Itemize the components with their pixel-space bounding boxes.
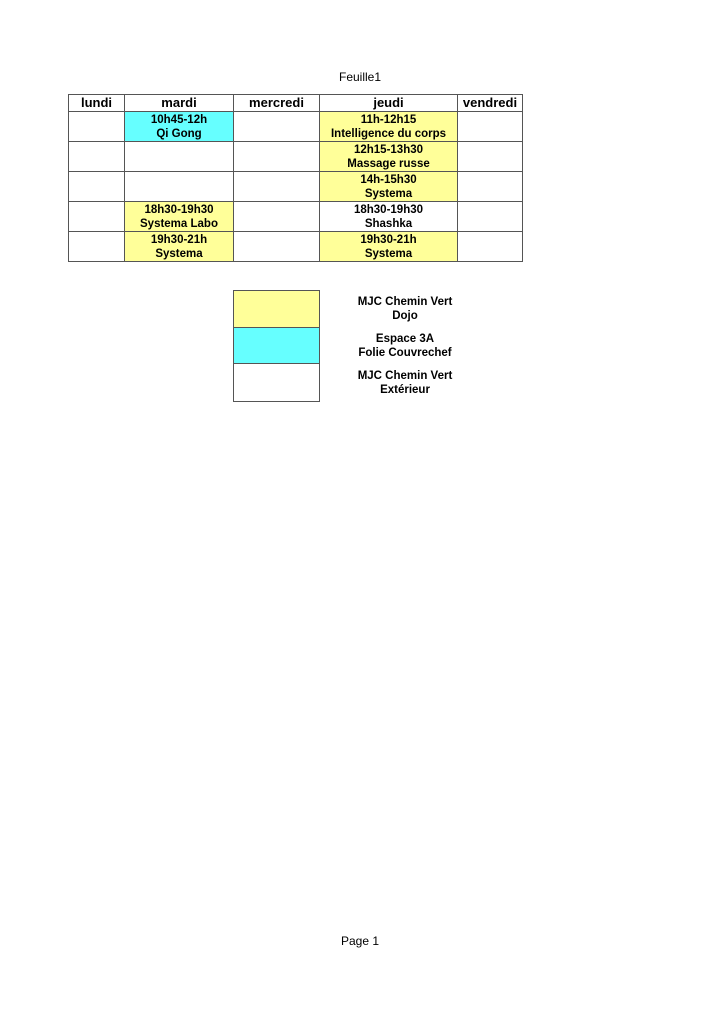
legend-label-line2: Folie Couvrechef xyxy=(358,346,452,359)
schedule-cell xyxy=(234,172,320,202)
legend-item xyxy=(233,364,475,401)
schedule-cell xyxy=(320,142,458,172)
schedule-cell xyxy=(320,232,458,262)
cell-time: 19h30-21h xyxy=(360,233,417,246)
legend-label xyxy=(335,295,475,323)
cell-time: 14h-15h30 xyxy=(360,173,417,186)
cell-time: 18h30-19h30 xyxy=(353,203,424,216)
cell-activity: Intelligence du corps xyxy=(330,127,447,140)
schedule-cell xyxy=(234,112,320,142)
schedule-cell xyxy=(234,202,320,232)
cell-activity: Systema xyxy=(155,247,203,260)
schedule-cell xyxy=(458,172,523,202)
schedule-cell xyxy=(458,232,523,262)
header-jeudi: jeudi xyxy=(320,95,458,112)
header-vendredi: vendredi xyxy=(458,95,523,112)
schedule-table xyxy=(68,94,523,262)
cell-time: 10h45-12h xyxy=(150,113,208,126)
header-lundi: lundi xyxy=(69,95,125,112)
legend-label-line1: MJC Chemin Vert xyxy=(357,295,453,308)
page-number: Page 1 xyxy=(340,934,380,948)
schedule-cell xyxy=(125,172,234,202)
legend-label-line1: MJC Chemin Vert xyxy=(357,369,453,382)
schedule-cell xyxy=(320,112,458,142)
cell-time: 12h15-13h30 xyxy=(353,143,424,156)
header-mardi: mardi xyxy=(125,95,234,112)
table-row xyxy=(69,142,523,172)
legend-label xyxy=(335,369,475,397)
legend-swatch xyxy=(233,290,320,327)
cell-activity: Massage russe xyxy=(347,157,430,170)
legend-label-line1: Espace 3A xyxy=(375,332,435,345)
schedule-cell xyxy=(234,232,320,262)
legend-label-line2: Dojo xyxy=(392,309,418,322)
table-row xyxy=(69,202,523,232)
schedule-cell xyxy=(125,202,234,232)
cell-activity: Shashka xyxy=(364,217,413,230)
schedule-cell xyxy=(320,172,458,202)
cell-activity: Systema xyxy=(364,187,413,200)
cell-activity: Systema Labo xyxy=(140,217,218,230)
cell-time: 11h-12h15 xyxy=(360,113,417,126)
schedule-cell xyxy=(69,232,125,262)
schedule-cell xyxy=(234,142,320,172)
sheet-title: Feuille1 xyxy=(338,70,382,84)
legend-swatch xyxy=(233,327,320,364)
schedule-cell xyxy=(458,112,523,142)
legend-label xyxy=(335,332,475,360)
cell-activity: Systema xyxy=(364,247,413,260)
legend-label-line2: Extérieur xyxy=(380,383,430,396)
schedule-cell xyxy=(69,142,125,172)
table-row xyxy=(69,172,523,202)
schedule-cell xyxy=(69,112,125,142)
table-row xyxy=(69,232,523,262)
cell-time: 18h30-19h30 xyxy=(144,203,214,216)
table-row xyxy=(69,112,523,142)
header-mercredi: mercredi xyxy=(234,95,320,112)
legend-swatch xyxy=(233,363,320,402)
header-row xyxy=(69,95,523,112)
color-legend xyxy=(233,290,475,401)
schedule-cell xyxy=(125,232,234,262)
schedule-cell xyxy=(69,202,125,232)
schedule-cell xyxy=(320,202,458,232)
schedule-cell xyxy=(458,202,523,232)
schedule-cell xyxy=(69,172,125,202)
cell-time: 19h30-21h xyxy=(150,233,208,246)
legend-item xyxy=(233,290,475,327)
schedule-cell xyxy=(125,142,234,172)
schedule-cell xyxy=(125,112,234,142)
legend-item xyxy=(233,327,475,364)
cell-activity: Qi Gong xyxy=(156,127,202,140)
schedule-cell xyxy=(458,142,523,172)
